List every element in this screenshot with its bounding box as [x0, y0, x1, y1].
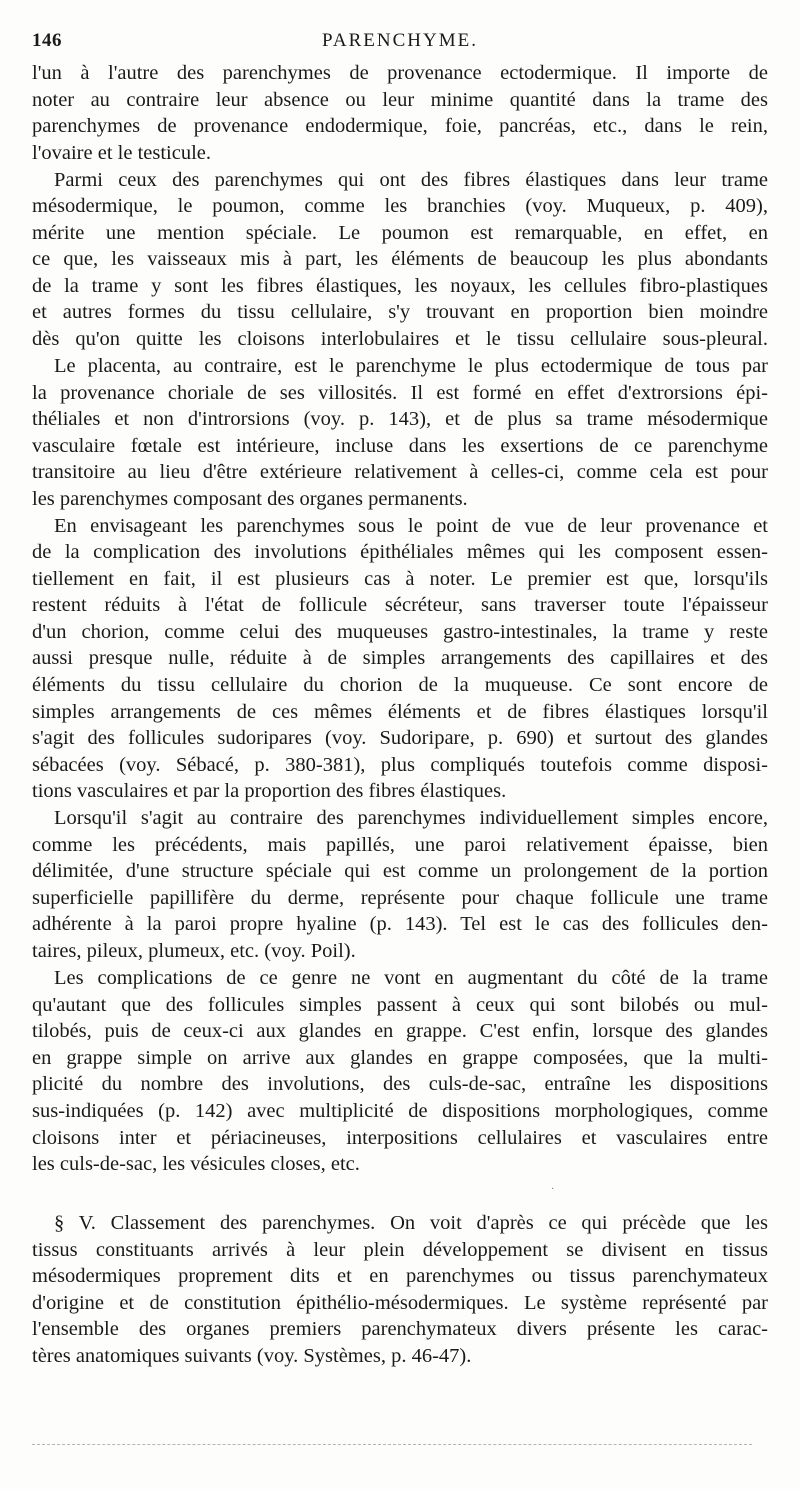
text-line: Lorsqu'il s'agit au contraire des parenchymes individuellement simples encore, [54, 807, 768, 829]
text-line: aussi presque nulle, réduite à de simples arrangements des capillaires et des [32, 647, 768, 670]
text-line: tissus constituants arrivés à leur plein développement se divisent en tissus [32, 1238, 768, 1261]
page-number: 146 [32, 30, 62, 51]
text-line: les culs-de-sac, les vésicules closes, etc. [32, 1153, 360, 1176]
paragraph [32, 60, 768, 166]
text-line: simples arrangements de ces mêmes éléments et de fibres élastiques lorsqu'il [32, 700, 768, 723]
text-line: tères anatomiques suivants (voy. Systèmes, p. 46-47). [32, 1344, 472, 1367]
footer-dashed-rule [32, 1444, 752, 1445]
text-line: dès qu'on quitte les cloisons interlobulaires et le tissu cellulaire sous-pleural. [32, 328, 768, 351]
text-line: qu'autant que des follicules simples passent à ceux qui sont bilobés ou mul- [32, 993, 768, 1016]
page-header [32, 30, 768, 58]
text-line: de la trame y sont les fibres élastiques, les noyaux, les cellules fibro-plastiques [32, 274, 768, 297]
text-line: de la complication des involutions épithéliales mêmes qui les composent essen- [32, 541, 768, 564]
text-line: tilobés, puis de ceux-ci aux glandes en grappe. C'est enfin, lorsque des glandes [32, 1020, 768, 1043]
text-line: vasculaire fœtale est intérieure, incluse dans les exsertions de ce parenchyme [32, 434, 768, 457]
paragraph [32, 965, 768, 1178]
paragraph [32, 805, 768, 965]
text-line: parenchymes de provenance endodermique, foie, pancréas, etc., dans le rein, [32, 115, 768, 138]
text-line: Le placenta, au contraire, est le parenchyme le plus ectodermique de tous par [54, 355, 768, 377]
text-line: tions vasculaires et par la proportion des fibres élastiques. [32, 780, 507, 803]
text-line: mérite une mention spéciale. Le poumon est remarquable, en effet, en [32, 221, 768, 244]
text-line: mésodermiques proprement dits et en parenchymes ou tissus parenchymateux [32, 1265, 768, 1288]
text-line: les parenchymes composant des organes permanents. [32, 487, 468, 510]
text-line: délimitée, d'une structure spéciale qui est comme un prolongement de la portion [32, 860, 768, 883]
text-line: plicité du nombre des involutions, des culs-de-sac, entraîne les dispositions [32, 1073, 768, 1096]
text-line: Les complications de ce genre ne vont en augmentant du côté de la trame [54, 967, 768, 989]
text-line: adhérente à la paroi propre hyaline (p. 143). Tel est le cas des follicules den- [32, 913, 768, 936]
text-line: en grappe simple on arrive aux glandes en grappe composées, que la multi- [32, 1046, 768, 1069]
text-line: superficielle papillifère du derme, représente pour chaque follicule une trame [32, 886, 768, 909]
text-line: la provenance choriale de ses villosités. Il est formé en effet d'extrorsions épi- [32, 381, 768, 404]
text-line: d'origine et de constitution épithélio-mésodermiques. Le système représenté par [32, 1291, 768, 1314]
text-line: taires, pileux, plumeux, etc. (voy. Poil). [32, 939, 356, 962]
text-line: Parmi ceux des parenchymes qui ont des fibres élastiques dans leur trame [54, 168, 768, 191]
text-line: s'agit des follicules sudoripares (voy. Sudoripare, p. 690) et surtout des glandes [32, 727, 768, 750]
text-line: sébacées (voy. Sébacé, p. 380-381), plus compliqués toutefois comme disposi- [32, 753, 768, 776]
text-line: cloisons inter et périacineuses, interpositions cellulaires et vasculaires entre [32, 1126, 768, 1149]
text-line: restent réduits à l'état de follicule sécréteur, sans traverser toute l'épaisseur [32, 594, 768, 617]
section-classement [32, 1210, 768, 1370]
running-title: PARENCHYME. [322, 30, 478, 51]
text-line: éléments du tissu cellulaire du chorion de la muqueuse. Ce sont encore de [32, 674, 768, 697]
text-line: noter au contraire leur absence ou leur minime quantité dans la trame des [32, 88, 768, 111]
text-line: mésodermique, le poumon, comme les branchies (voy. Muqueux, p. 409), [32, 195, 768, 218]
text-line: tiellement en fait, il est plusieurs cas à noter. Le premier est que, lorsqu'ils [32, 567, 768, 590]
text-line: En envisageant les parenchymes sous le point de vue de leur provenance et [54, 514, 768, 537]
text-line: d'un chorion, comme celui des muqueuses gastro-intestinales, la trame y reste [32, 620, 768, 643]
text-line: sus-indiquées (p. 142) avec multiplicité de dispositions morphologiques, comme [32, 1099, 768, 1122]
section-heading-line: § V. Classement des parenchymes. On voit d'après ce qui précède que les [54, 1212, 768, 1234]
paragraph [32, 167, 768, 353]
paragraph [32, 353, 768, 513]
text-line: l'ovaire et le testicule. [32, 141, 212, 164]
text-line: l'un à l'autre des parenchymes de provenance ectodermique. Il importe de [32, 62, 768, 84]
text-line: et autres formes du tissu cellulaire, s'y trouvant en proportion bien moindre [32, 301, 768, 324]
text-line: comme les précédents, mais papillés, une paroi relativement épaisse, bien [32, 833, 768, 856]
text-line: théliales et non d'introrsions (voy. p. 143), et de plus sa trame mésodermique [32, 408, 768, 431]
text-line: l'ensemble des organes premiers parenchymateux divers présente les carac- [32, 1318, 768, 1341]
text-line: ce que, les vaisseaux mis à part, les éléments de beaucoup les plus abondants [32, 248, 768, 271]
paragraph [32, 513, 768, 806]
text-line: transitoire au lieu d'être extérieure relativement à celles-ci, comme cela est pour [32, 461, 768, 484]
printer-mark: · [551, 1184, 555, 1195]
